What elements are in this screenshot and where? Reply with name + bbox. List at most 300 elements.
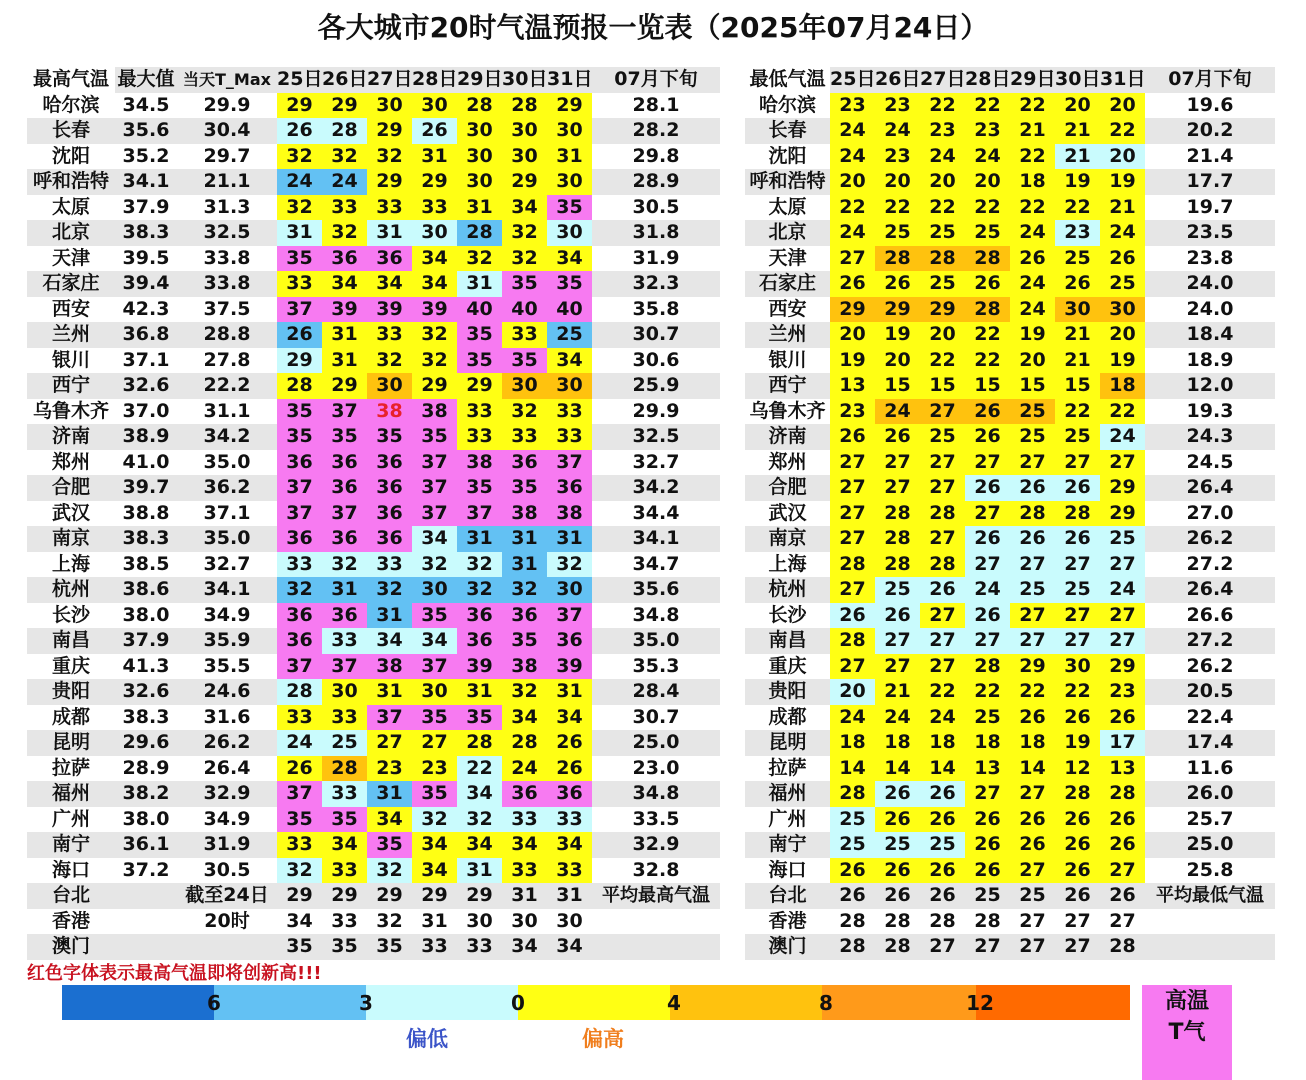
forecast-max-cell: 38 xyxy=(367,399,412,425)
max-table-row xyxy=(27,781,720,807)
city-name: 台北 xyxy=(745,883,830,909)
forecast-max-cell: 38 xyxy=(502,501,547,527)
forecast-min-cell: 26 xyxy=(1100,883,1145,909)
forecast-min-cell: 27 xyxy=(875,654,920,680)
forecast-min-cell: 28 xyxy=(920,246,965,272)
forecast-max-cell: 35 xyxy=(277,246,322,272)
forecast-min-cell: 27 xyxy=(920,628,965,654)
month-avg-min: 27.0 xyxy=(1186,501,1234,524)
forecast-min-cell: 21 xyxy=(1055,322,1100,348)
forecast-max-cell: 30 xyxy=(457,169,502,195)
record-max-value: 41.0 xyxy=(122,450,170,473)
forecast-min-cell: 26 xyxy=(965,424,1010,450)
forecast-min-cell: 22 xyxy=(965,348,1010,374)
forecast-min-cell: 28 xyxy=(965,297,1010,323)
today-tmax-value: 32.5 xyxy=(177,220,277,246)
forecast-max-cell: 29 xyxy=(277,348,322,374)
city-name: 成都 xyxy=(51,705,90,728)
month-avg-max: 32.5 xyxy=(592,424,720,450)
forecast-min-cell: 28 xyxy=(830,934,875,960)
scale-seg-extreme xyxy=(976,985,1130,1020)
forecast-min-cell: 19 xyxy=(875,322,920,348)
forecast-min-cell: 27 xyxy=(1100,858,1145,884)
city-name: 天津 xyxy=(768,246,807,269)
forecast-min-cell: 27 xyxy=(965,501,1010,527)
forecast-max-cell: 33 xyxy=(331,909,358,932)
record-max-value: 28.9 xyxy=(122,756,170,779)
forecast-max-cell: 31 xyxy=(457,195,502,221)
record-max-value: 42.3 xyxy=(122,297,170,320)
forecast-min-cell: 25 xyxy=(1055,246,1100,272)
forecast-max-cell: 24 xyxy=(277,169,322,195)
forecast-min-cell: 25 xyxy=(1010,883,1055,909)
forecast-max-cell: 36 xyxy=(277,450,322,476)
max-table-row xyxy=(27,654,720,680)
max-header-row xyxy=(27,67,720,93)
month-avg-max: 34.8 xyxy=(632,603,680,626)
forecast-max-cell: 38 xyxy=(412,399,457,425)
forecast-min-cell: 23 xyxy=(920,118,965,144)
forecast-min-cell: 27 xyxy=(830,577,875,603)
forecast-max-cell: 34 xyxy=(412,246,457,272)
forecast-min-cell: 26 xyxy=(830,883,875,909)
forecast-max-cell: 35 xyxy=(412,424,457,450)
city-name: 沈阳 xyxy=(768,144,807,167)
city-name: 长沙 xyxy=(768,603,807,626)
forecast-min-cell: 15 xyxy=(1055,373,1100,399)
city-name: 昆明 xyxy=(27,730,115,756)
forecast-min-cell: 26 xyxy=(1010,832,1055,858)
forecast-min-cell: 26 xyxy=(965,399,1010,425)
forecast-max-cell: 37 xyxy=(322,399,367,425)
forecast-max-cell: 32 xyxy=(322,220,367,246)
forecast-min-cell: 28 xyxy=(875,526,920,552)
forecast-min-cell: 27 xyxy=(1055,628,1100,654)
forecast-min-cell: 25 xyxy=(1010,424,1055,450)
month-avg-max xyxy=(592,934,720,960)
forecast-min-cell: 28 xyxy=(1055,501,1100,527)
forecast-max-cell: 35 xyxy=(277,399,322,425)
forecast-max-cell: 31 xyxy=(457,271,502,297)
month-avg-min: 26.6 xyxy=(1186,603,1234,626)
forecast-max-cell: 36 xyxy=(277,603,322,629)
city-name: 兰州 xyxy=(27,322,115,348)
forecast-min-cell: 28 xyxy=(920,501,965,527)
forecast-max-cell: 33 xyxy=(457,934,502,960)
forecast-max-cell: 35 xyxy=(502,271,547,297)
city-name: 西宁 xyxy=(745,373,830,399)
min-table-row xyxy=(745,93,1275,119)
forecast-max-cell: 26 xyxy=(547,756,592,782)
forecast-min-cell: 27 xyxy=(830,526,875,552)
forecast-max-cell: 35 xyxy=(457,322,502,348)
min-header-cell: 25日 xyxy=(830,67,875,93)
forecast-max-cell: 38 xyxy=(367,654,412,680)
forecast-min-cell: 14 xyxy=(1010,756,1055,782)
forecast-min-cell: 27 xyxy=(965,628,1010,654)
min-table-row xyxy=(745,220,1275,246)
forecast-min-cell: 23 xyxy=(830,399,875,425)
forecast-min-cell: 26 xyxy=(1100,246,1145,272)
forecast-min-cell: 26 xyxy=(1055,705,1100,731)
forecast-min-cell: 27 xyxy=(920,450,965,476)
forecast-max-cell: 30 xyxy=(412,93,457,119)
forecast-max-cell: 27 xyxy=(367,730,412,756)
forecast-max-cell: 36 xyxy=(277,628,322,654)
forecast-max-cell: 37 xyxy=(457,501,502,527)
forecast-min-cell: 26 xyxy=(830,424,875,450)
month-avg-min: 24.0 xyxy=(1145,271,1275,297)
month-avg-min: 26.4 xyxy=(1145,577,1275,603)
forecast-min-cell: 17 xyxy=(1100,730,1145,756)
forecast-max-cell: 31 xyxy=(502,883,547,909)
month-avg-min: 26.2 xyxy=(1145,526,1275,552)
forecast-max-cell: 26 xyxy=(277,118,322,144)
min-table-row xyxy=(745,603,1275,629)
month-avg-max: 30.7 xyxy=(592,322,720,348)
forecast-min-cell: 21 xyxy=(1055,348,1100,374)
forecast-max-cell: 32 xyxy=(457,552,502,578)
min-header-cell: 07月下旬 xyxy=(1145,67,1275,93)
forecast-min-cell: 26 xyxy=(965,832,1010,858)
city-name: 福州 xyxy=(745,781,830,807)
forecast-max-cell: 29 xyxy=(322,93,367,119)
forecast-max-cell: 35 xyxy=(547,271,592,297)
max-table-row xyxy=(27,399,720,425)
forecast-min-cell: 21 xyxy=(1055,144,1100,170)
forecast-min-cell: 29 xyxy=(920,297,965,323)
forecast-min-cell: 24 xyxy=(1010,271,1055,297)
forecast-max-cell: 37 xyxy=(547,450,592,476)
forecast-max-cell: 31 xyxy=(322,322,367,348)
month-avg-min: 26.4 xyxy=(1145,475,1275,501)
forecast-min-cell: 26 xyxy=(965,807,1010,833)
min-table-row xyxy=(745,475,1275,501)
forecast-min-cell: 28 xyxy=(965,654,1010,680)
forecast-min-cell: 22 xyxy=(965,679,1010,705)
forecast-min-cell: 27 xyxy=(920,399,965,425)
forecast-min-cell: 23 xyxy=(1055,220,1100,246)
scale-seg-high xyxy=(670,985,822,1020)
forecast-max-cell: 29 xyxy=(367,169,412,195)
forecast-min-cell: 23 xyxy=(875,144,920,170)
forecast-max-cell: 35 xyxy=(322,424,367,450)
forecast-min-cell: 27 xyxy=(965,934,1010,960)
forecast-max-cell: 34 xyxy=(412,858,457,884)
min-table-row xyxy=(745,858,1275,884)
forecast-min-cell: 28 xyxy=(965,246,1010,272)
max-table-row xyxy=(27,526,720,552)
scale-label-4: 4 xyxy=(667,991,681,1015)
min-temp-table xyxy=(745,67,1275,960)
month-avg-max: 34.4 xyxy=(632,501,680,524)
forecast-max-cell: 35 xyxy=(277,424,322,450)
forecast-min-cell: 27 xyxy=(830,654,875,680)
month-avg-max: 35.6 xyxy=(592,577,720,603)
month-avg-max: 35.3 xyxy=(632,654,680,677)
month-avg-min: 17.4 xyxy=(1145,730,1275,756)
record-max-value: 34.5 xyxy=(122,93,170,116)
forecast-min-cell: 22 xyxy=(1100,399,1145,425)
scale-label-3: 3 xyxy=(359,991,373,1015)
record-max-value: 38.0 xyxy=(122,807,170,830)
record-max-value: 38.6 xyxy=(115,577,177,603)
forecast-min-cell: 26 xyxy=(1010,705,1055,731)
forecast-max-cell: 31 xyxy=(367,679,412,705)
forecast-min-cell: 22 xyxy=(1055,679,1100,705)
city-name: 长春 xyxy=(745,118,830,144)
forecast-max-cell: 24 xyxy=(322,169,367,195)
forecast-max-cell: 34 xyxy=(502,195,547,221)
city-name: 乌鲁木齐 xyxy=(749,399,826,422)
month-avg-min: 24.5 xyxy=(1186,450,1234,473)
forecast-max-cell: 37 xyxy=(277,475,322,501)
forecast-min-cell: 25 xyxy=(875,832,920,858)
forecast-max-cell: 29 xyxy=(412,883,457,909)
min-table-row xyxy=(745,501,1275,527)
city-name: 南宁 xyxy=(745,832,830,858)
forecast-min-cell: 24 xyxy=(875,399,920,425)
color-scale-bar xyxy=(62,985,1130,1020)
forecast-min-cell: 27 xyxy=(1010,450,1055,476)
forecast-min-cell: 26 xyxy=(1055,858,1100,884)
forecast-max-cell: 31 xyxy=(412,144,457,170)
forecast-max-cell: 32 xyxy=(502,577,547,603)
record-max-value: 38.3 xyxy=(115,220,177,246)
max-header-cell: 当天T_Max xyxy=(177,67,277,93)
min-header-cell: 最低气温 xyxy=(749,68,826,90)
forecast-min-cell: 27 xyxy=(920,934,965,960)
today-tmax-value: 33.8 xyxy=(177,271,277,297)
min-table-row xyxy=(745,756,1275,782)
forecast-max-cell: 34 xyxy=(457,832,502,858)
month-avg-max: 平均最高气温 xyxy=(592,883,720,909)
hot-legend-label-2: T气 xyxy=(1168,1020,1206,1045)
max-table-row xyxy=(27,118,720,144)
forecast-max-cell: 29 xyxy=(277,883,322,909)
min-table-row xyxy=(745,399,1275,425)
today-tmax-value: 30.4 xyxy=(177,118,277,144)
record-max-value: 41.3 xyxy=(122,654,170,677)
forecast-max-cell: 33 xyxy=(277,705,322,731)
month-avg-max: 33.5 xyxy=(632,807,680,830)
min-table-row xyxy=(745,118,1275,144)
forecast-max-cell: 36 xyxy=(322,450,367,476)
today-tmax-value: 22.2 xyxy=(177,373,277,399)
forecast-min-cell: 28 xyxy=(920,552,965,578)
forecast-min-cell: 26 xyxy=(965,271,1010,297)
forecast-min-cell: 24 xyxy=(830,705,875,731)
forecast-min-cell: 24 xyxy=(920,144,965,170)
forecast-min-cell: 26 xyxy=(1010,475,1055,501)
today-tmax-value: 35.5 xyxy=(203,654,251,677)
forecast-min-cell: 22 xyxy=(920,348,965,374)
forecast-min-cell: 27 xyxy=(1109,909,1136,932)
max-table-row xyxy=(27,603,720,629)
forecast-min-cell: 20 xyxy=(875,348,920,374)
forecast-max-cell: 36 xyxy=(367,501,412,527)
forecast-max-cell: 32 xyxy=(277,195,322,221)
forecast-max-cell: 33 xyxy=(502,424,547,450)
month-avg-min: 27.2 xyxy=(1186,552,1234,575)
forecast-max-cell: 32 xyxy=(547,552,592,578)
month-avg-max: 34.8 xyxy=(592,781,720,807)
min-table-row xyxy=(745,934,1275,960)
city-name: 广州 xyxy=(51,807,90,830)
forecast-max-cell: 30 xyxy=(367,93,412,119)
forecast-min-cell: 22 xyxy=(965,93,1010,119)
forecast-min-cell: 22 xyxy=(1010,195,1055,221)
forecast-min-cell: 24 xyxy=(1100,577,1145,603)
forecast-max-cell: 40 xyxy=(547,297,592,323)
forecast-max-cell: 32 xyxy=(367,577,412,603)
record-max-value xyxy=(115,883,177,909)
forecast-min-cell: 29 xyxy=(1010,654,1055,680)
city-name: 杭州 xyxy=(27,577,115,603)
forecast-min-cell: 26 xyxy=(875,807,920,833)
city-name: 太原 xyxy=(768,195,807,218)
min-table-row xyxy=(745,144,1275,170)
forecast-min-cell: 26 xyxy=(1055,271,1100,297)
forecast-min-cell: 27 xyxy=(1055,450,1100,476)
forecast-max-cell: 30 xyxy=(412,577,457,603)
forecast-min-cell: 18 xyxy=(1010,169,1055,195)
city-name: 南京 xyxy=(27,526,115,552)
forecast-max-cell: 34 xyxy=(547,246,592,272)
forecast-min-cell: 27 xyxy=(965,552,1010,578)
forecast-max-cell: 29 xyxy=(412,373,457,399)
scale-seg-low xyxy=(214,985,366,1020)
month-avg-min: 平均最低气温 xyxy=(1145,883,1275,909)
forecast-min-cell: 24 xyxy=(875,118,920,144)
forecast-max-cell: 31 xyxy=(457,526,502,552)
max-table-row xyxy=(27,169,720,195)
forecast-max-cell: 37 xyxy=(412,654,457,680)
forecast-max-cell: 36 xyxy=(367,246,412,272)
forecast-max-cell: 34 xyxy=(322,271,367,297)
forecast-min-cell: 25 xyxy=(965,220,1010,246)
forecast-max-cell: 32 xyxy=(367,858,412,884)
forecast-min-cell: 13 xyxy=(830,373,875,399)
forecast-max-cell: 32 xyxy=(457,246,502,272)
forecast-min-cell: 28 xyxy=(830,628,875,654)
forecast-min-cell: 27 xyxy=(1055,934,1100,960)
month-avg-min: 26.0 xyxy=(1145,781,1275,807)
forecast-min-cell: 25 xyxy=(920,220,965,246)
city-name: 济南 xyxy=(745,424,830,450)
month-avg-max: 28.1 xyxy=(632,93,680,116)
forecast-max-cell: 31 xyxy=(322,577,367,603)
forecast-min-cell: 28 xyxy=(875,501,920,527)
max-header-cell: 31日 xyxy=(547,67,592,93)
month-avg-max: 32.8 xyxy=(632,858,680,881)
record-max-value xyxy=(115,909,177,935)
min-table-row xyxy=(745,246,1275,272)
forecast-max-cell: 32 xyxy=(277,144,322,170)
forecast-max-cell: 32 xyxy=(322,552,367,578)
min-table-row xyxy=(745,348,1275,374)
max-table-row xyxy=(27,858,720,884)
forecast-max-cell: 31 xyxy=(367,603,412,629)
city-name: 济南 xyxy=(27,424,115,450)
forecast-min-cell: 27 xyxy=(920,526,965,552)
forecast-max-cell: 35 xyxy=(367,934,412,960)
forecast-max-cell: 31 xyxy=(421,909,448,932)
forecast-min-cell: 28 xyxy=(875,246,920,272)
city-name: 呼和浩特 xyxy=(745,169,830,195)
forecast-max-cell: 28 xyxy=(277,679,322,705)
forecast-max-cell: 26 xyxy=(412,118,457,144)
min-table-row xyxy=(745,909,1275,935)
forecast-min-cell: 26 xyxy=(1055,526,1100,552)
forecast-min-cell: 27 xyxy=(875,628,920,654)
forecast-min-cell: 27 xyxy=(920,654,965,680)
month-avg-max: 23.0 xyxy=(632,756,680,779)
month-avg-min: 12.0 xyxy=(1145,373,1275,399)
month-avg-max: 34.1 xyxy=(592,526,720,552)
forecast-min-cell: 27 xyxy=(965,781,1010,807)
forecast-min-cell: 27 xyxy=(1100,552,1145,578)
forecast-max-cell: 34 xyxy=(412,628,457,654)
forecast-max-cell: 32 xyxy=(412,348,457,374)
month-avg-max: 28.9 xyxy=(592,169,720,195)
forecast-min-cell: 26 xyxy=(920,781,965,807)
max-header-cell: 29日 xyxy=(457,67,502,93)
hot-legend-box xyxy=(1142,985,1232,1080)
forecast-max-cell: 30 xyxy=(556,909,583,932)
forecast-max-cell: 30 xyxy=(457,118,502,144)
city-name: 沈阳 xyxy=(51,144,90,167)
record-max-value: 38.2 xyxy=(115,781,177,807)
forecast-max-cell: 34 xyxy=(367,628,412,654)
city-name: 澳门 xyxy=(745,934,830,960)
forecast-max-cell: 31 xyxy=(547,679,592,705)
forecast-min-cell: 19 xyxy=(1055,730,1100,756)
min-header-row xyxy=(745,67,1275,93)
forecast-max-cell: 35 xyxy=(457,348,502,374)
forecast-max-cell: 33 xyxy=(322,705,367,731)
forecast-max-cell: 33 xyxy=(277,832,322,858)
forecast-min-cell: 26 xyxy=(920,577,965,603)
today-tmax-value: 27.8 xyxy=(203,348,251,371)
forecast-min-cell: 20 xyxy=(1100,322,1145,348)
today-tmax-value: 31.1 xyxy=(203,399,251,422)
month-avg-max: 31.9 xyxy=(632,246,680,269)
forecast-max-cell: 36 xyxy=(322,475,367,501)
max-table-row xyxy=(27,195,720,221)
min-table-row xyxy=(745,628,1275,654)
forecast-min-cell: 26 xyxy=(1010,526,1055,552)
min-table-row xyxy=(745,373,1275,399)
city-name: 武汉 xyxy=(768,501,807,524)
min-table-row xyxy=(745,526,1275,552)
forecast-min-cell: 20 xyxy=(1100,144,1145,170)
forecast-min-cell: 26 xyxy=(1010,807,1055,833)
max-table-row xyxy=(27,730,720,756)
forecast-min-cell: 27 xyxy=(1010,603,1055,629)
forecast-min-cell: 19 xyxy=(1055,169,1100,195)
record-max-value: 38.0 xyxy=(122,603,170,626)
forecast-max-cell: 37 xyxy=(277,781,322,807)
forecast-min-cell: 18 xyxy=(965,730,1010,756)
month-avg-min: 24.3 xyxy=(1145,424,1275,450)
forecast-max-cell: 32 xyxy=(322,144,367,170)
forecast-max-cell: 38 xyxy=(547,501,592,527)
forecast-max-cell: 29 xyxy=(367,118,412,144)
max-header-cell: 30日 xyxy=(502,67,547,93)
forecast-max-cell: 34 xyxy=(547,934,592,960)
forecast-max-cell: 32 xyxy=(277,577,322,603)
